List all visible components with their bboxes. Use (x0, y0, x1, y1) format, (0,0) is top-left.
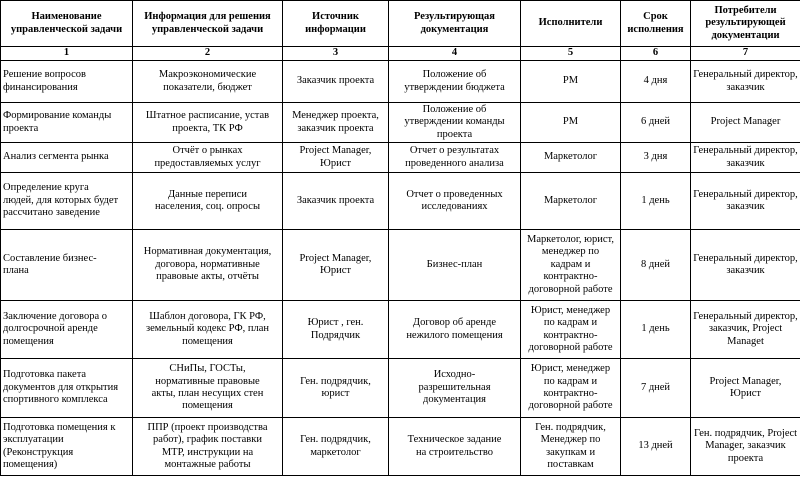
source-cell: Project Manager, Юрист (283, 143, 389, 173)
column-number-row (1, 47, 800, 61)
performer-cell: Юрист, менеджер по кадрам и контрактно- договорной работе (521, 359, 621, 418)
table-row (1, 103, 800, 143)
performer-cell: Маркетолог (521, 143, 621, 173)
result-doc-cell: Отчет о проведенных исследованиях (389, 173, 521, 230)
table-row (1, 61, 800, 103)
consumer-cell: Ген. подрядчик, Project Manager, заказчик проекта (691, 418, 800, 476)
consumer-cell: Генеральный директор, заказчик (691, 143, 800, 173)
source-cell: Заказчик проекта (283, 61, 389, 103)
deadline-cell: 4 дня (621, 61, 691, 103)
task-cell: Подготовка пакета документов для открытия спортивного комплекса (1, 359, 133, 418)
consumer-cell: Project Manager, Юрист (691, 359, 800, 418)
deadline-cell: 8 дней (621, 230, 691, 301)
info-cell: Шаблон договора, ГК РФ, земельный кодекс РФ, план помещения (133, 301, 283, 359)
task-cell: Анализ сегмента рынка (1, 143, 133, 173)
performer-cell: Юрист, менеджер по кадрам и контрактно- договорной работе (521, 301, 621, 359)
consumer-cell: Project Manager (691, 103, 800, 143)
performer-cell: Маркетолог (521, 173, 621, 230)
performer-cell: Маркетолог, юрист, менеджер по кадрам и контрактно- договорной работе (521, 230, 621, 301)
deadline-cell: 6 дней (621, 103, 691, 143)
header-info: Информация для решения управленческой задачи (133, 1, 283, 47)
deadline-cell: 3 дня (621, 143, 691, 173)
header-consumers: Потребители результирующей документации (691, 1, 800, 47)
task-cell: Заключение договора о долгосрочной аренде помещения (1, 301, 133, 359)
column-number: 4 (389, 47, 521, 61)
deadline-cell: 1 день (621, 301, 691, 359)
result-doc-cell: Положение об утверждении бюджета (389, 61, 521, 103)
source-cell: Заказчик проекта (283, 173, 389, 230)
performer-cell: Ген. подрядчик, Менеджер по закупкам и поставкам (521, 418, 621, 476)
info-cell: Штатное расписание, устав проекта, ТК РФ (133, 103, 283, 143)
result-doc-cell: Исходно- разрешительная документация (389, 359, 521, 418)
table-row (1, 418, 800, 476)
deadline-cell: 1 день (621, 173, 691, 230)
performer-cell: PM (521, 61, 621, 103)
column-number: 2 (133, 47, 283, 61)
table-row (1, 173, 800, 230)
task-cell: Решение вопросов финансирования (1, 61, 133, 103)
source-cell: Ген. подрядчик, юрист (283, 359, 389, 418)
consumer-cell: Генеральный директор, заказчик, Project Managet (691, 301, 800, 359)
result-doc-cell: Положение об утверждении команды проекта (389, 103, 521, 143)
consumer-cell: Генеральный директор, заказчик (691, 173, 800, 230)
result-doc-cell: Договор об аренде нежилого помещения (389, 301, 521, 359)
table-row (1, 359, 800, 418)
source-cell: Менеджер проекта, заказчик проекта (283, 103, 389, 143)
info-cell: ППР (проект производства работ), график поставки МТР, инструкции на монтажные работы (133, 418, 283, 476)
source-cell: Ген. подрядчик, маркетолог (283, 418, 389, 476)
task-cell: Определение круга людей, для которых будет рассчитано заведение (1, 173, 133, 230)
table-row (1, 143, 800, 173)
consumer-cell: Генеральный директор, заказчик (691, 230, 800, 301)
result-doc-cell: Бизнес-план (389, 230, 521, 301)
header-task-name: Наименование управленческой задачи (1, 1, 133, 47)
column-number: 1 (1, 47, 133, 61)
header-source: Источник информации (283, 1, 389, 47)
result-doc-cell: Отчет о результатах проведенного анализа (389, 143, 521, 173)
header-deadline: Срок исполнения (621, 1, 691, 47)
info-cell: СНиПы, ГОСТы, нормативные правовые акты, план несущих стен помещения (133, 359, 283, 418)
info-cell: Данные переписи населения, соц. опросы (133, 173, 283, 230)
info-cell: Отчёт о рынках предоставляемых услуг (133, 143, 283, 173)
header-result-docs: Результирующая документация (389, 1, 521, 47)
task-cell: Подготовка помещения к эксплуатации (Реконструкция помещения) (1, 418, 133, 476)
task-cell: Составление бизнес- плана (1, 230, 133, 301)
column-number: 7 (691, 47, 800, 61)
info-cell: Нормативная документация, договора, нормативные правовые акты, отчёты (133, 230, 283, 301)
performer-cell: PM (521, 103, 621, 143)
table-row (1, 301, 800, 359)
column-number: 6 (621, 47, 691, 61)
deadline-cell: 7 дней (621, 359, 691, 418)
column-number: 5 (521, 47, 621, 61)
result-doc-cell: Техническое задание на строительство (389, 418, 521, 476)
task-cell: Формирование команды проекта (1, 103, 133, 143)
table-row (1, 230, 800, 301)
source-cell: Project Manager, Юрист (283, 230, 389, 301)
source-cell: Юрист , ген. Подрядчик (283, 301, 389, 359)
deadline-cell: 13 дней (621, 418, 691, 476)
header-performers: Исполнители (521, 1, 621, 47)
header-row (1, 1, 800, 47)
info-cell: Макроэкономические показатели, бюджет (133, 61, 283, 103)
consumer-cell: Генеральный директор, заказчик (691, 61, 800, 103)
column-number: 3 (283, 47, 389, 61)
